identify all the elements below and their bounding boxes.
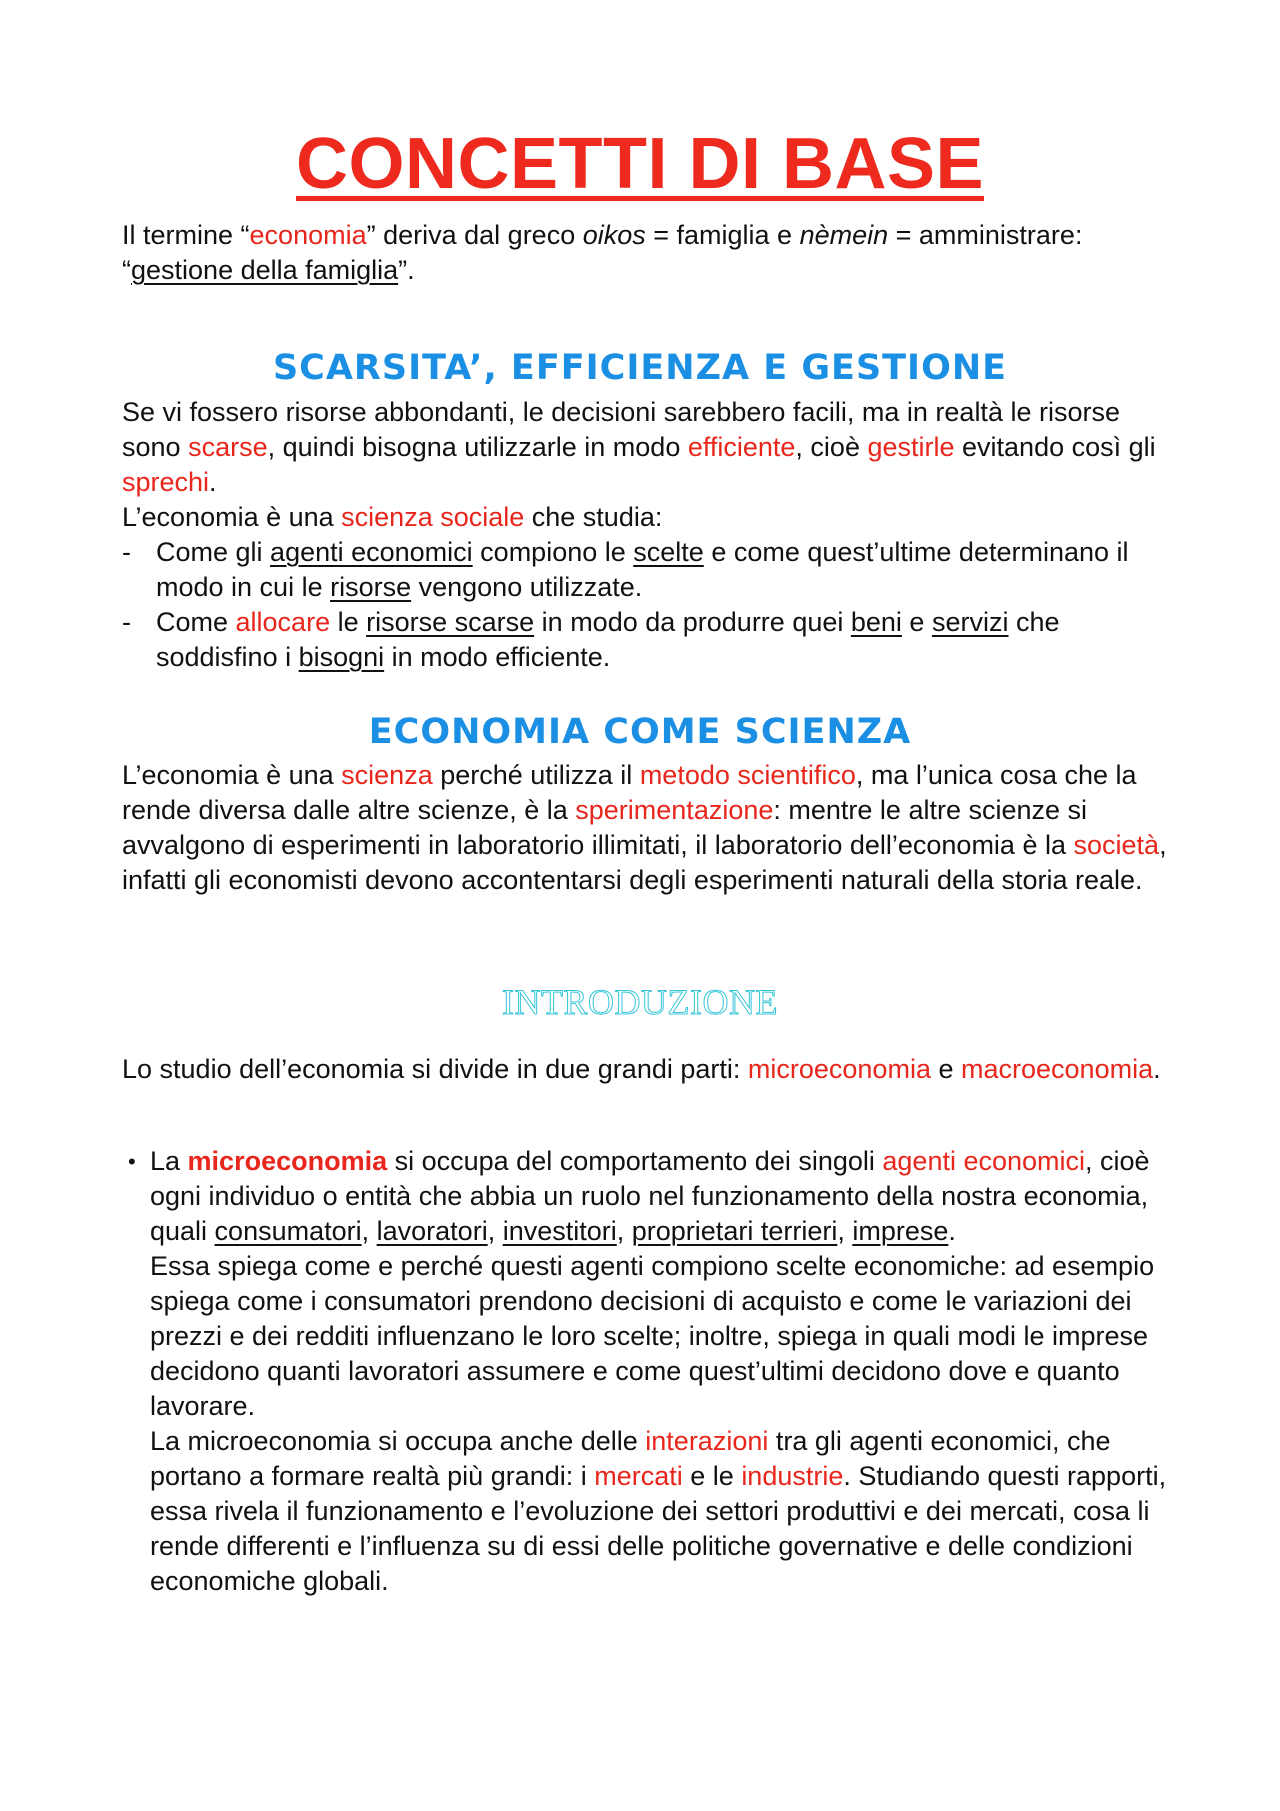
text-run: gestirle: [867, 432, 955, 462]
text-run: microeconomia: [747, 1054, 931, 1084]
scarsita-paragraph: Se vi fossero risorse abbondanti, le decisioni sarebbero facili, ma in realtà le risorse sono scarse, quindi bisogna utilizzarle in modo efficiente, cioè gestirle evitando così gli sprechi. L’economia è una scienza sociale che studia:: [122, 397, 1156, 532]
introduzione-bullet-list: [128, 1144, 1178, 1599]
section-heading-economia-scienza: ECONOMIA COME SCIENZA: [368, 712, 912, 752]
list-item: [122, 605, 1172, 675]
text-run: scarse: [188, 432, 268, 462]
list-item-text: Come gli agenti economici compiono le scelte e come quest’ultime determinano il modo in cui le risorse vengono utilizzate.: [156, 537, 1129, 602]
text-run: imprese: [852, 1216, 949, 1246]
introduzione-paragraph: Lo studio dell’economia si divide in due grandi parti: microeconomia e macroeconomia.: [122, 1054, 1161, 1084]
text-run: scienza sociale: [341, 502, 525, 532]
text-run: consumatori: [214, 1216, 362, 1246]
text-run: sperimentazione: [575, 795, 774, 825]
text-run: agenti economici: [882, 1146, 1086, 1176]
text-run: mercati: [594, 1461, 683, 1491]
text-run: scelte: [633, 537, 704, 567]
list-item: [122, 535, 1172, 605]
economia-scienza-paragraph: L’economia è una scienza perché utilizza il metodo scientifico, ma l’unica cosa che la rende diversa dalle altre scienze, è la sperimentazione: mentre le altre scienze si avvalgono di esperimenti in laboratorio illimitati, il laboratorio dell’economia è la società, infatti gli economisti devono accontentarsi degli esperimenti naturali della storia reale.: [122, 760, 1167, 895]
text-run: agenti economici: [270, 537, 473, 567]
text-run: investitori: [502, 1216, 617, 1246]
text-run: gestione della famiglia: [131, 255, 399, 285]
text-run: beni: [850, 607, 902, 637]
text-run: allocare: [235, 607, 331, 637]
text-run: metodo scientifico: [639, 760, 856, 790]
text-run: nèmein: [799, 220, 889, 250]
section-heading-introduzione: INTRODUZIONE: [502, 982, 778, 1022]
page-title: CONCETTI DI BASE: [295, 124, 985, 204]
text-run: interazioni: [645, 1426, 769, 1456]
text-run: risorse: [330, 572, 412, 602]
scarsita-list: [122, 535, 1172, 675]
dash-marker: -: [122, 537, 131, 567]
text-run: sprechi: [122, 467, 210, 497]
bullet-marker: •: [128, 1149, 136, 1174]
dash-marker: -: [122, 607, 131, 637]
text-run: società: [1073, 830, 1160, 860]
text-run: economia: [249, 220, 367, 250]
text-run: oikos: [582, 220, 646, 250]
bullet-paragraph: Essa spiega come e perché questi agenti compiono scelte economiche: ad esempio spiega come i consumatori prendono decisioni di acquisto e come le variazioni dei prezzi e dei redditi influenzano le loro scelte; inoltre, spiega in quali modi le imprese decidono quanti lavoratori assumere e come quest’ultimi decidono dove e quanto lavorare.: [150, 1251, 1155, 1421]
text-run: scienza: [341, 760, 433, 790]
list-item: [128, 1144, 1178, 1599]
section-heading-scarsita: SCARSITA’, EFFICIENZA E GESTIONE: [272, 348, 1008, 388]
text-run: lavoratori: [376, 1216, 488, 1246]
text-run: macroeconomia: [961, 1054, 1154, 1084]
text-run: proprietari terrieri: [631, 1216, 838, 1246]
list-item-text: Come allocare le risorse scarse in modo da produrre quei beni e servizi che soddisfino i bisogni in modo efficiente.: [156, 607, 1060, 672]
intro-paragraph: Il termine “economia” deriva dal greco oikos = famiglia e nèmein = amministrare: “gestione della famiglia”.: [122, 220, 1083, 285]
text-run: industrie: [741, 1461, 844, 1491]
bullet-paragraph: La microeconomia si occupa anche delle interazioni tra gli agenti economici, che portano a formare realtà più grandi: i mercati e le industrie. Studiando questi rapporti, essa rivela il funzionamento e l’evoluzione dei settori produttivi e dei mercati, cosa li rende differenti e l’influenza su di essi delle politiche governative e delle condizioni economiche globali.: [150, 1426, 1167, 1596]
bullet-paragraph: La microeconomia si occupa del comportamento dei singoli agenti economici, cioè ogni individuo o entità che abbia un ruolo nel funzionamento della nostra economia, quali consumatori, lavoratori, investitori, proprietari terrieri, imprese.: [150, 1146, 1150, 1246]
text-run: microeconomia: [187, 1146, 388, 1176]
text-run: efficiente: [687, 432, 796, 462]
text-run: risorse scarse: [366, 607, 535, 637]
text-run: bisogni: [298, 642, 385, 672]
text-run: servizi: [931, 607, 1009, 637]
